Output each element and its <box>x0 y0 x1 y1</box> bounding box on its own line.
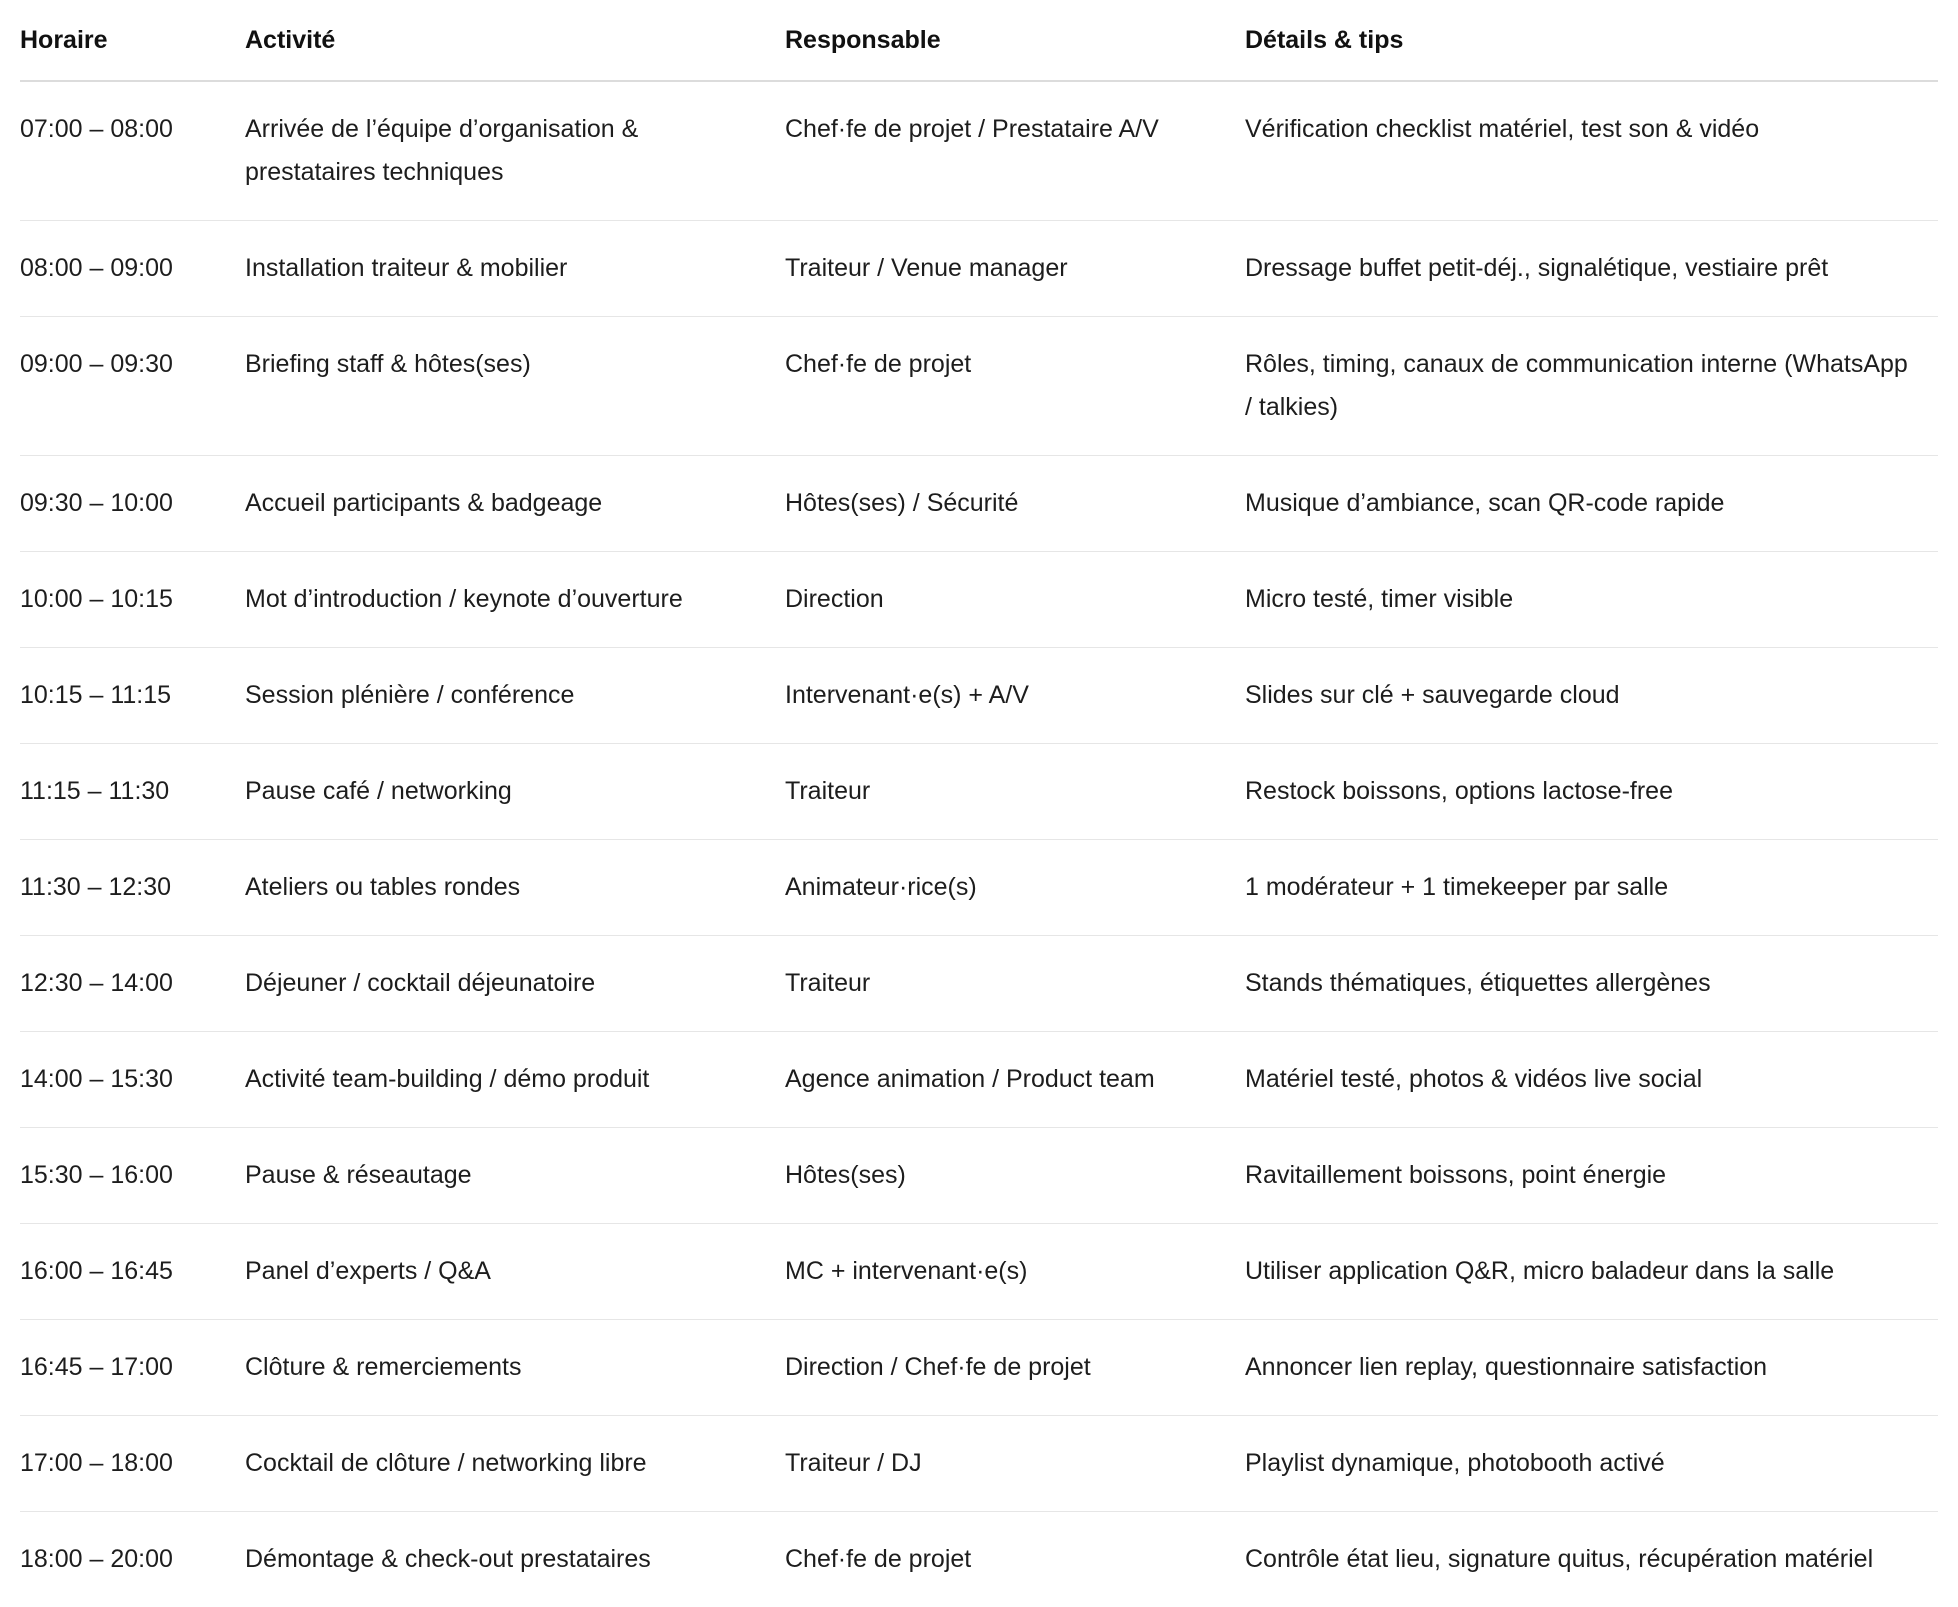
cell-details: Playlist dynamique, photobooth activé <box>1245 1416 1938 1512</box>
cell-responsable: Chef·fe de projet <box>785 1512 1245 1607</box>
cell-responsable: Chef·fe de projet <box>785 317 1245 456</box>
cell-horaire: 15:30 – 16:00 <box>20 1128 245 1224</box>
cell-activite: Session plénière / conférence <box>245 648 785 744</box>
cell-details: Matériel testé, photos & vidéos live social <box>1245 1032 1938 1128</box>
cell-activite: Pause café / networking <box>245 744 785 840</box>
table-row <box>20 317 1938 456</box>
cell-horaire: 11:30 – 12:30 <box>20 840 245 936</box>
cell-activite: Clôture & remerciements <box>245 1320 785 1416</box>
table-row <box>20 1032 1938 1128</box>
cell-horaire: 17:00 – 18:00 <box>20 1416 245 1512</box>
cell-horaire: 07:00 – 08:00 <box>20 81 245 221</box>
cell-responsable: Intervenant·e(s) + A/V <box>785 648 1245 744</box>
cell-activite: Cocktail de clôture / networking libre <box>245 1416 785 1512</box>
column-header-horaire: Horaire <box>20 0 245 81</box>
cell-horaire: 08:00 – 09:00 <box>20 221 245 317</box>
cell-responsable: Chef·fe de projet / Prestataire A/V <box>785 81 1245 221</box>
cell-horaire: 16:45 – 17:00 <box>20 1320 245 1416</box>
cell-responsable: Traiteur <box>785 744 1245 840</box>
cell-horaire: 10:15 – 11:15 <box>20 648 245 744</box>
table-row <box>20 840 1938 936</box>
cell-horaire: 16:00 – 16:45 <box>20 1224 245 1320</box>
table-row <box>20 744 1938 840</box>
cell-responsable: Direction / Chef·fe de projet <box>785 1320 1245 1416</box>
cell-responsable: Direction <box>785 552 1245 648</box>
header-row <box>20 0 1938 81</box>
cell-horaire: 14:00 – 15:30 <box>20 1032 245 1128</box>
cell-horaire: 09:00 – 09:30 <box>20 317 245 456</box>
cell-horaire: 11:15 – 11:30 <box>20 744 245 840</box>
table-row <box>20 936 1938 1032</box>
cell-details: Slides sur clé + sauvegarde cloud <box>1245 648 1938 744</box>
cell-details: Musique d’ambiance, scan QR-code rapide <box>1245 456 1938 552</box>
table-header <box>20 0 1938 81</box>
cell-activite: Déjeuner / cocktail déjeunatoire <box>245 936 785 1032</box>
column-header-activite: Activité <box>245 0 785 81</box>
cell-activite: Démontage & check-out prestataires <box>245 1512 785 1607</box>
cell-details: Rôles, timing, canaux de communication interne (WhatsApp / talkies) <box>1245 317 1938 456</box>
table-row <box>20 456 1938 552</box>
cell-responsable: Animateur·rice(s) <box>785 840 1245 936</box>
table-row <box>20 552 1938 648</box>
cell-responsable: Hôtes(ses) <box>785 1128 1245 1224</box>
column-header-details: Détails & tips <box>1245 0 1938 81</box>
table-row <box>20 1416 1938 1512</box>
cell-details: Stands thématiques, étiquettes allergènes <box>1245 936 1938 1032</box>
table-row <box>20 1128 1938 1224</box>
table-row <box>20 81 1938 221</box>
cell-responsable: Traiteur <box>785 936 1245 1032</box>
table-row <box>20 1320 1938 1416</box>
table-body <box>20 81 1938 1607</box>
cell-details: Dressage buffet petit-déj., signalétique, vestiaire prêt <box>1245 221 1938 317</box>
cell-details: Utiliser application Q&R, micro baladeur dans la salle <box>1245 1224 1938 1320</box>
cell-details: Annoncer lien replay, questionnaire satisfaction <box>1245 1320 1938 1416</box>
cell-responsable: Traiteur / DJ <box>785 1416 1245 1512</box>
cell-activite: Installation traiteur & mobilier <box>245 221 785 317</box>
cell-details: Contrôle état lieu, signature quitus, récupération matériel <box>1245 1512 1938 1607</box>
cell-activite: Accueil participants & badgeage <box>245 456 785 552</box>
cell-details: Vérification checklist matériel, test son & vidéo <box>1245 81 1938 221</box>
cell-horaire: 18:00 – 20:00 <box>20 1512 245 1607</box>
cell-horaire: 10:00 – 10:15 <box>20 552 245 648</box>
column-header-responsable: Responsable <box>785 0 1245 81</box>
cell-details: Micro testé, timer visible <box>1245 552 1938 648</box>
cell-details: Ravitaillement boissons, point énergie <box>1245 1128 1938 1224</box>
table-row <box>20 1512 1938 1607</box>
table-row <box>20 648 1938 744</box>
cell-responsable: MC + intervenant·e(s) <box>785 1224 1245 1320</box>
cell-activite: Panel d’experts / Q&A <box>245 1224 785 1320</box>
schedule-table <box>20 0 1938 1607</box>
table-row <box>20 1224 1938 1320</box>
cell-activite: Activité team-building / démo produit <box>245 1032 785 1128</box>
table-row <box>20 221 1938 317</box>
cell-horaire: 12:30 – 14:00 <box>20 936 245 1032</box>
cell-responsable: Traiteur / Venue manager <box>785 221 1245 317</box>
cell-activite: Briefing staff & hôtes(ses) <box>245 317 785 456</box>
cell-responsable: Hôtes(ses) / Sécurité <box>785 456 1245 552</box>
cell-details: Restock boissons, options lactose-free <box>1245 744 1938 840</box>
cell-activite: Ateliers ou tables rondes <box>245 840 785 936</box>
cell-activite: Arrivée de l’équipe d’organisation & prestataires techniques <box>245 81 785 221</box>
cell-details: 1 modérateur + 1 timekeeper par salle <box>1245 840 1938 936</box>
cell-activite: Pause & réseautage <box>245 1128 785 1224</box>
cell-horaire: 09:30 – 10:00 <box>20 456 245 552</box>
cell-activite: Mot d’introduction / keynote d’ouverture <box>245 552 785 648</box>
cell-responsable: Agence animation / Product team <box>785 1032 1245 1128</box>
